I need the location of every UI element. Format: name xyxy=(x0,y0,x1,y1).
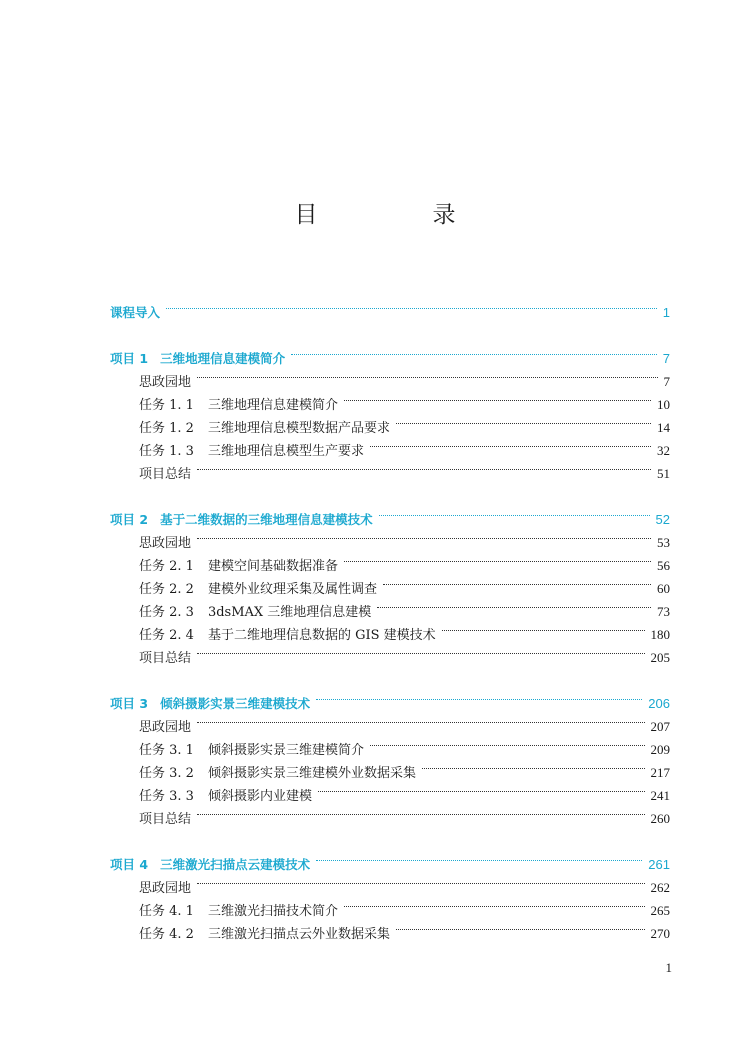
toc-page-number: 241 xyxy=(650,788,670,803)
toc-page-number: 1 xyxy=(662,305,670,320)
toc-entry-title xyxy=(139,900,344,923)
toc-entry-title xyxy=(139,578,383,601)
dot-leader xyxy=(291,340,657,363)
toc-entry-number: 任务 1. 3 xyxy=(139,444,194,459)
toc-section xyxy=(110,294,670,320)
page-title: 目 录 xyxy=(294,202,502,228)
toc-chapter-entry[interactable] xyxy=(110,685,670,711)
toc-entry-number: 任务 3. 2 xyxy=(139,766,194,781)
dot-leader xyxy=(197,455,651,478)
toc-page-number: 205 xyxy=(650,650,670,665)
dot-leader xyxy=(197,639,644,662)
toc-entry-label: 三维地理信息建模简介 xyxy=(207,398,338,413)
toc-entry-title xyxy=(139,877,197,900)
dot-leader xyxy=(318,777,645,800)
toc-entry-label: 倾斜摄影内业建模 xyxy=(207,789,312,804)
toc-entry-number: 任务 2. 3 xyxy=(139,605,194,620)
dot-leader xyxy=(316,685,642,708)
toc-entry-number: 任务 2. 1 xyxy=(139,559,194,574)
toc-entry-title xyxy=(139,739,370,762)
toc-chapter-entry[interactable] xyxy=(110,501,670,527)
toc-entry-title xyxy=(139,532,197,555)
toc-page-number: 209 xyxy=(650,742,670,757)
toc-page-number: 14 xyxy=(657,420,670,435)
toc-page-number: 52 xyxy=(655,512,670,527)
toc-page-number: 32 xyxy=(657,443,670,458)
toc-entry-title xyxy=(139,555,344,578)
toc-entry-number: 任务 3. 3 xyxy=(139,789,194,804)
table-of-contents xyxy=(110,294,670,942)
toc-page-number: 207 xyxy=(650,719,670,734)
dot-leader xyxy=(422,754,645,777)
toc-entry-label: 3dsMAX 三维地理信息建模 xyxy=(207,605,372,620)
toc-page-number: 7 xyxy=(663,374,670,389)
toc-page-number: 206 xyxy=(648,696,670,711)
toc-entry-label: 建模空间基础数据准备 xyxy=(207,559,338,574)
toc-page-number: 270 xyxy=(650,926,670,941)
toc-page-number: 262 xyxy=(650,880,670,895)
toc-entry-label: 项目总结 xyxy=(139,812,192,827)
toc-entry-number: 任务 1. 1 xyxy=(139,398,194,413)
toc-entry-number: 任务 2. 4 xyxy=(139,628,194,643)
toc-section xyxy=(110,685,670,827)
toc-entry-title xyxy=(139,808,197,831)
toc-section xyxy=(110,340,670,482)
toc-entry-title xyxy=(139,716,197,739)
toc-entry-number: 任务 2. 2 xyxy=(139,582,194,597)
toc-entry-title xyxy=(139,647,197,670)
toc-page-number: 217 xyxy=(650,765,670,780)
toc-page-number: 53 xyxy=(657,535,670,550)
toc-chapter-entry[interactable] xyxy=(110,846,670,872)
toc-entry-number: 项目 1 xyxy=(110,351,149,366)
toc-entry-number: 任务 4. 1 xyxy=(139,904,194,919)
toc-page-number: 10 xyxy=(657,397,670,412)
toc-entry-number: 项目 4 xyxy=(110,857,149,872)
toc-page-number: 73 xyxy=(657,604,670,619)
toc-entry-title xyxy=(139,923,396,946)
toc-page-number: 180 xyxy=(650,627,670,642)
dot-leader xyxy=(316,846,642,869)
toc-entry-title xyxy=(139,463,197,486)
toc-entry-title xyxy=(139,601,377,624)
toc-entry-label: 三维激光扫描点云建模技术 xyxy=(160,857,311,872)
dot-leader xyxy=(197,800,644,823)
toc-entry-label: 基于二维数据的三维地理信息建模技术 xyxy=(160,512,373,527)
toc-entry-title xyxy=(110,301,166,324)
dot-leader xyxy=(166,294,657,317)
toc-entry-label: 思政园地 xyxy=(139,536,192,551)
toc-entry-label: 三维地理信息建模简介 xyxy=(160,351,286,366)
toc-entry-label: 三维激光扫描点云外业数据采集 xyxy=(207,927,390,942)
toc-entry-number: 任务 4. 2 xyxy=(139,927,194,942)
toc-page-number: 7 xyxy=(662,351,670,366)
toc-entry-label: 思政园地 xyxy=(139,881,192,896)
toc-entry-number: 项目 2 xyxy=(110,512,149,527)
dot-leader xyxy=(396,915,645,938)
toc-entry-label: 建模外业纹理采集及属性调查 xyxy=(207,582,377,597)
toc-page-number: 60 xyxy=(657,581,670,596)
toc-entry-label: 课程导入 xyxy=(110,305,161,320)
toc-page-number: 56 xyxy=(657,558,670,573)
dot-leader xyxy=(396,409,651,432)
dot-leader xyxy=(442,616,645,639)
toc-entry-label: 三维地理信息模型数据产品要求 xyxy=(207,421,390,436)
dot-leader xyxy=(344,547,651,570)
toc-section xyxy=(110,846,670,942)
dot-leader xyxy=(377,593,651,616)
dot-leader xyxy=(197,708,644,731)
toc-entry-label: 倾斜摄影实景三维建模外业数据采集 xyxy=(207,766,416,781)
toc-chapter-entry[interactable] xyxy=(110,294,670,320)
dot-leader xyxy=(370,731,645,754)
toc-page-number: 261 xyxy=(648,857,670,872)
toc-entry-label: 项目总结 xyxy=(139,467,192,482)
toc-entry-label: 三维地理信息模型生产要求 xyxy=(207,444,364,459)
toc-entry-number: 任务 3. 1 xyxy=(139,743,194,758)
toc-entry-label: 思政园地 xyxy=(139,375,192,390)
dot-leader xyxy=(379,501,650,524)
toc-entry-label: 思政园地 xyxy=(139,720,192,735)
toc-entry-title xyxy=(139,394,344,417)
dot-leader xyxy=(197,869,644,892)
section-spacer xyxy=(110,317,670,340)
toc-entry-title xyxy=(139,371,197,394)
toc-section xyxy=(110,501,670,666)
toc-entry-label: 倾斜摄影实景三维建模简介 xyxy=(207,743,364,758)
dot-leader xyxy=(197,524,651,547)
toc-entry-label: 倾斜摄影实景三维建模技术 xyxy=(160,696,311,711)
dot-leader xyxy=(344,892,645,915)
toc-page-number: 51 xyxy=(657,466,670,481)
dot-leader xyxy=(370,432,651,455)
toc-entry-label: 项目总结 xyxy=(139,651,192,666)
dot-leader xyxy=(344,386,651,409)
toc-entry-label: 三维激光扫描技术简介 xyxy=(207,904,338,919)
page-number: 1 xyxy=(665,960,672,975)
toc-chapter-entry[interactable] xyxy=(110,340,670,366)
toc-entry-number: 任务 1. 2 xyxy=(139,421,194,436)
toc-entry-title xyxy=(139,417,396,440)
dot-leader xyxy=(197,363,657,386)
toc-entry-number: 项目 3 xyxy=(110,696,149,711)
toc-page-number: 260 xyxy=(650,811,670,826)
toc-page-number: 265 xyxy=(650,903,670,918)
dot-leader xyxy=(383,570,651,593)
toc-entry-label: 基于二维地理信息数据的 GIS 建模技术 xyxy=(207,628,436,643)
